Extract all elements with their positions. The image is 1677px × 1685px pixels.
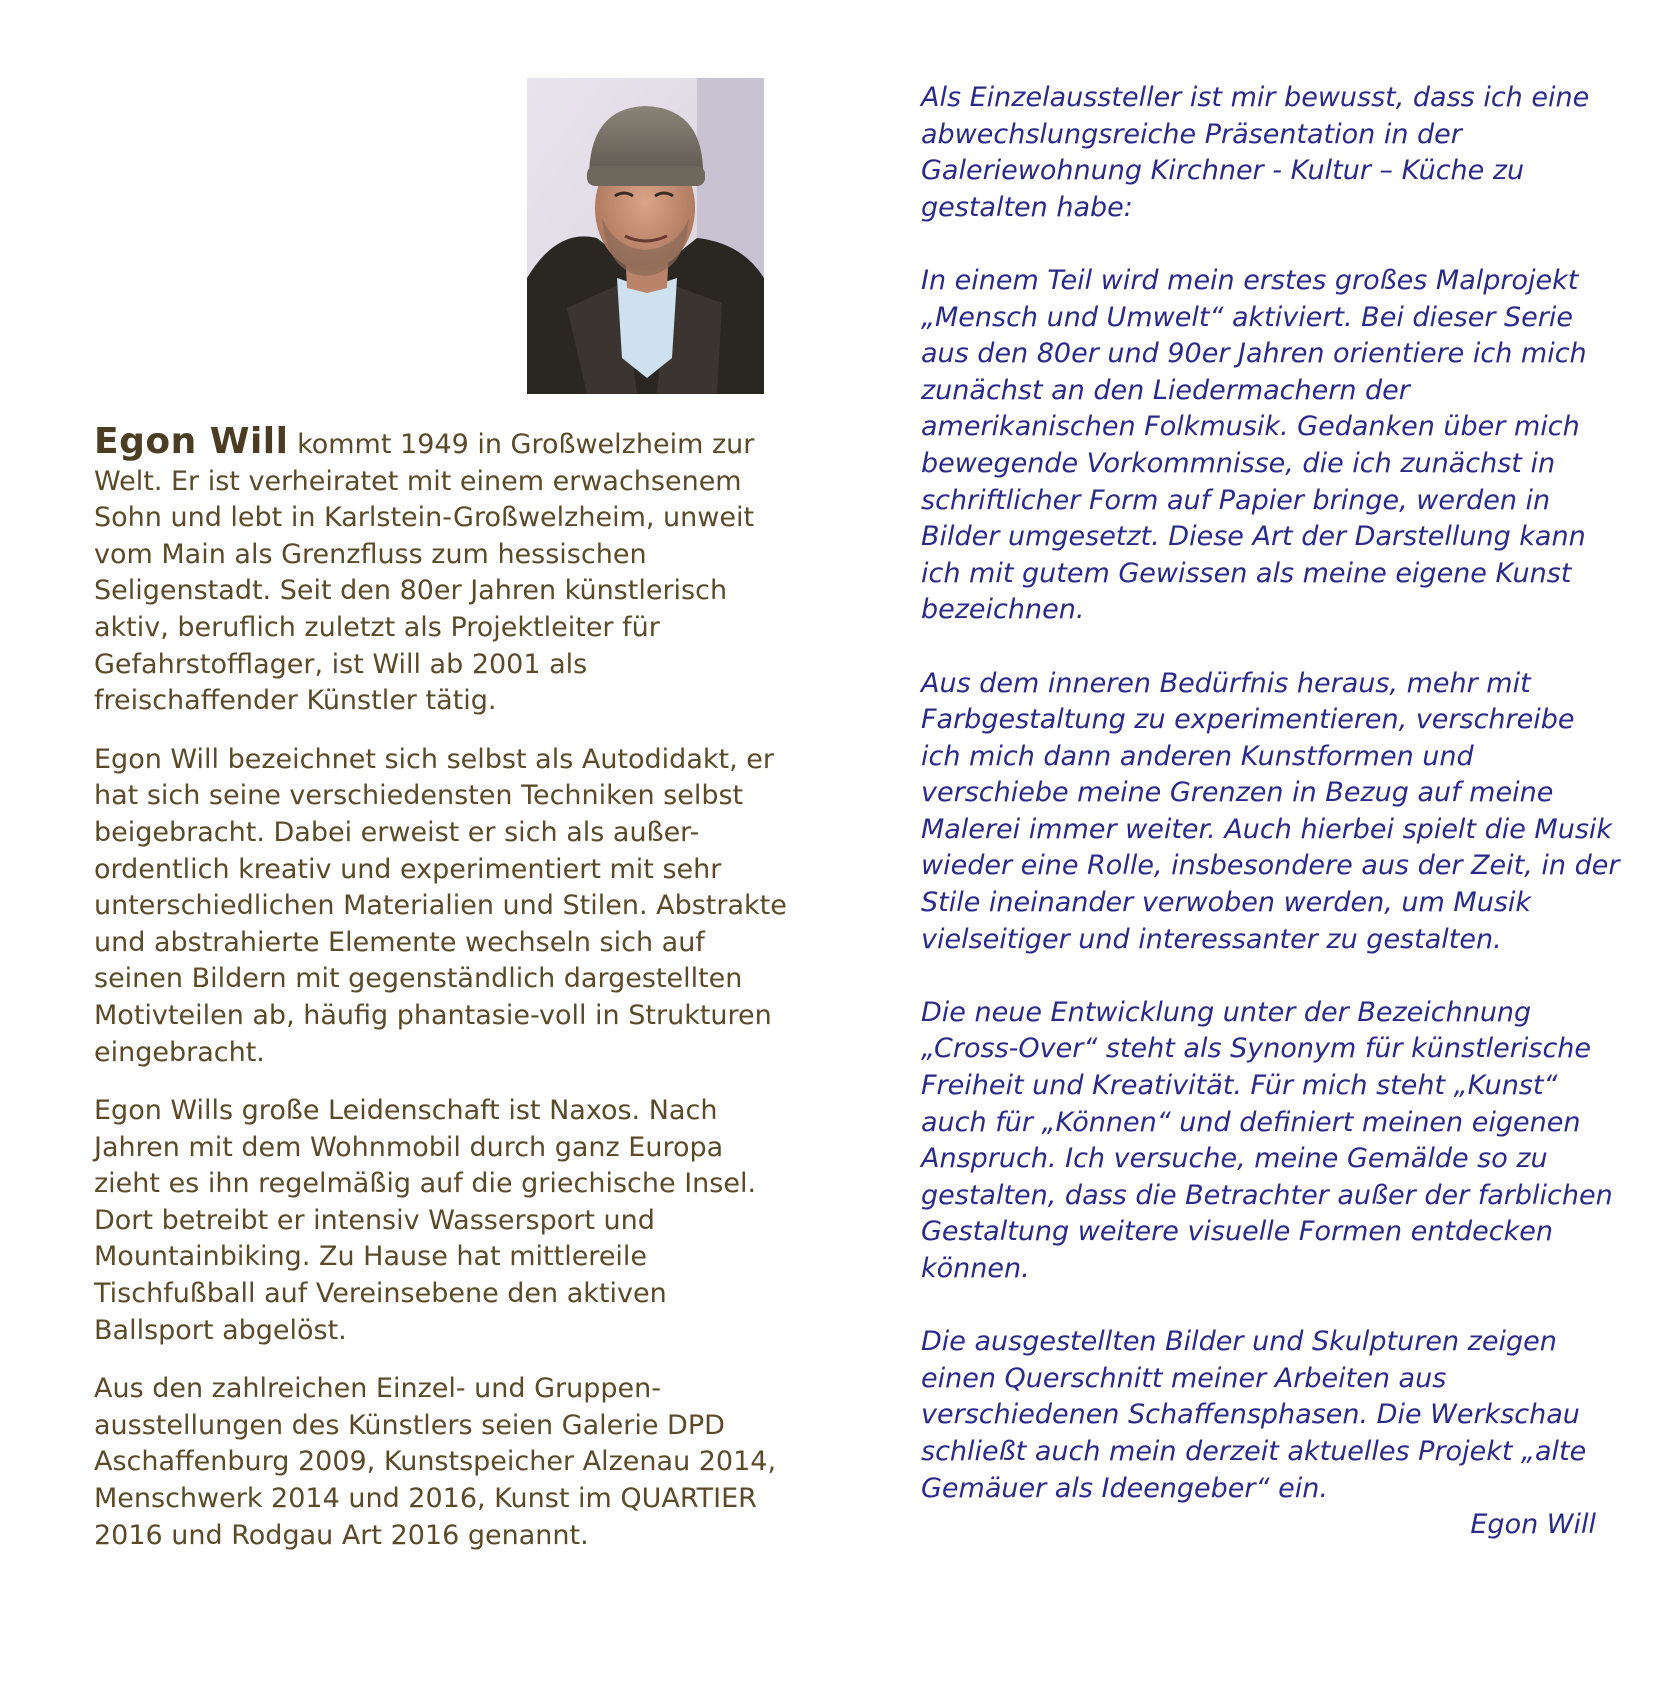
bio-paragraph-2: Egon Will bezeichnet sich selbst als Autodidakt, er hat sich seine verschiedensten Techniken selbst beigebracht. Dabei erweist er sich als außer-ordentlich kreativ und experimentiert mit sehr unterschiedlichen Materialien und Stilen. Abstrakte und abstrahierte Elemente wechseln sich auf seinen Bildern mit gegenständlich dargestellten Motivteilen ab, häufig phantasie-voll in Strukturen eingebracht.	[94, 743, 787, 1068]
statement-paragraph-1: Als Einzelaussteller ist mir bewusst, dass ich eine abwechslungsreiche Präsentation in der Galeriewohnung Kirchner - Kultur – Küche zu gestalten habe:	[921, 82, 1590, 223]
bio-paragraph-1-text: kommt 1949 in Großwelzheim zur Welt. Er ist verheiratet mit einem erwachsenem Sohn und lebt in Karlstein-Großwelzheim, unweit vom Main als Grenzfluss zum hessischen Seligenstadt. Seit den 80er Jahren künstlerisch aktiv, beruflich zuletzt als Projektleiter für Gefahrstofflager, ist Will ab 2001 als freischaffender Künstler tätig.	[94, 429, 755, 717]
signature: Egon Will	[1470, 1509, 1596, 1541]
bio-paragraph-1	[94, 421, 794, 720]
biography-section	[94, 421, 794, 1576]
artist-portrait-photo	[527, 78, 764, 394]
artist-statement-section	[921, 80, 1621, 1544]
bio-paragraph-3: Egon Wills große Leidenschaft ist Naxos. Nach Jahren mit dem Wohnmobil durch ganz Europa zieht es ihn regelmäßig auf die griechische Insel. Dort betreibt er intensiv Wassersport und Mountainbiking. Zu Hause hat mittlereile Tischfußball auf Vereinsebene den aktiven Ballsport abgelöst.	[94, 1095, 757, 1346]
artist-name: Egon Will	[94, 421, 289, 462]
portrait-image	[527, 78, 764, 394]
statement-paragraph-2: In einem Teil wird mein erstes großes Malprojekt „Mensch und Umwelt“ aktiviert. Bei dieser Serie aus den 80er und 90er Jahren orientiere ich mich zunächst an den Liedermachern der amerikanischen Folkmusik. Gedanken über mich bewegende Vorkommnisse, die ich zunächst in schriftlicher Form auf Papier bringe, werden in Bilder umgesetzt. Diese Art der Darstellung kann ich mit gutem Gewissen als meine eigene Kunst bezeichnen.	[921, 264, 1587, 626]
statement-paragraph-5: Die ausgestellten Bilder und Skulpturen zeigen einen Querschnitt meiner Arbeiten aus verschiedenen Schaffensphasen. Die Werkschau schließt auch mein derzeit aktuelles Projekt „alte Gemäuer als Ideengeber“ ein.	[921, 1326, 1587, 1504]
statement-paragraph-4: Die neue Entwicklung unter der Bezeichnung „Cross-Over“ steht als Synonym für künstlerische Freiheit und Kreativität. Für mich steht „Kunst“ auch für „Können“ und definiert meinen eigenen Anspruch. Ich versuche, meine Gemälde so zu gestalten, dass die Betrachter außer der farblichen Gestaltung weitere visuelle Formen entdecken können.	[921, 996, 1613, 1284]
statement-paragraph-3: Aus dem inneren Bedürfnis heraus, mehr mit Farbgestaltung zu experimentieren, verschreibe ich mich dann anderen Kunstformen und verschiebe meine Grenzen in Bezug auf meine Malerei immer weiter. Auch hierbei spielt die Musik wieder eine Rolle, insbesondere aus der Zeit, in der Stile ineinander verwoben werden, um Musik vielseitiger und interessanter zu gestalten.	[921, 667, 1620, 955]
bio-paragraph-4: Aus den zahlreichen Einzel- und Gruppen-ausstellungen des Künstlers seien Galerie DPD Aschaffenburg 2009, Kunstspeicher Alzenau 2014, Menschwerk 2014 und 2016, Kunst im QUARTIER 2016 und Rodgau Art 2016 genannt.	[94, 1373, 777, 1551]
